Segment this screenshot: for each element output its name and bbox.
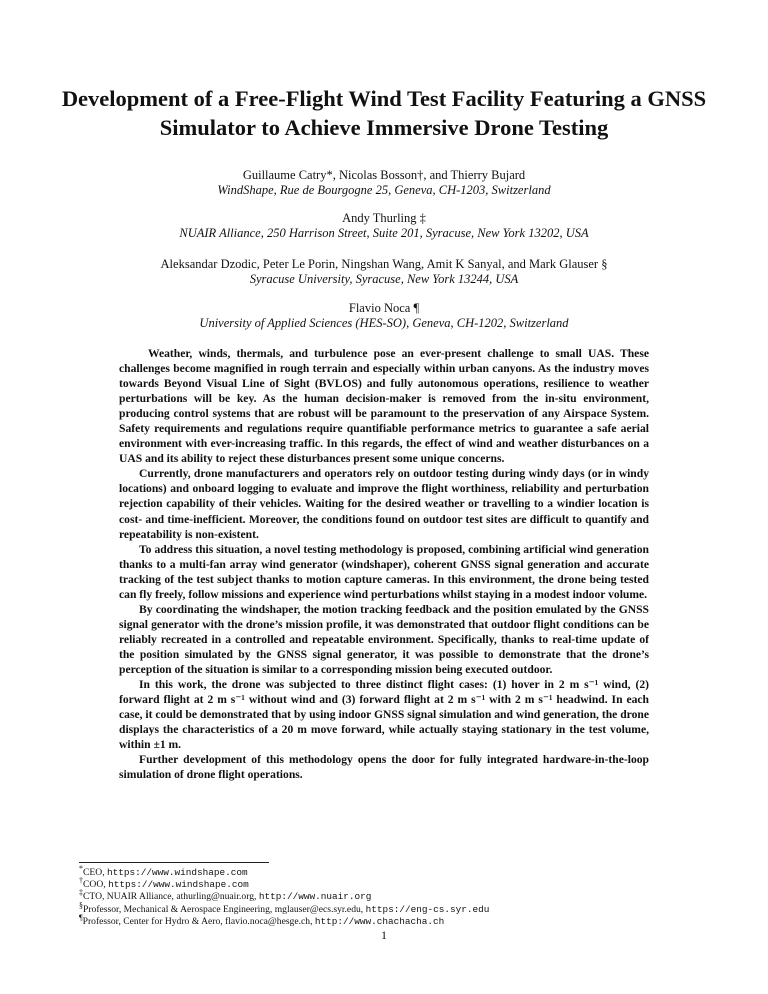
footnote-mark: † [79,876,83,886]
author-names: Andy Thurling ‡ [342,211,426,225]
footnote-text: CEO, [83,867,107,878]
author-names: Aleksandar Dzodic, Peter Le Porin, Ningshan Wang, Amit K Sanyal, and Mark Glauser § [160,257,608,271]
footnote-link[interactable]: http://www.chachacha.ch [314,915,445,927]
footnote-text: CTO, NUAIR Alliance, athurling@nuair.org, [83,891,259,903]
abstract [119,346,649,782]
abstract-paragraph: Further development of this methodology opens the door for fully integrated hardware-in-the-loop simulation of drone flight operations. [119,753,649,782]
author-block-4 [40,301,728,331]
author-names: Guillaume Catry*, Nicolas Bosson†, and Thierry Bujard [242,168,526,182]
footnote [79,900,719,916]
author-affiliation: NUAIR Alliance, 250 Harrison Street, Suite 201, Syracuse, New York 13202, USA [179,226,589,240]
author-block-1 [40,168,728,198]
abstract-paragraph: Currently, drone manufacturers and operators rely on outdoor testing during windy days (or in windy locations) and onboard logging to evaluate and improve the flight worthiness, reliability and perturbation rejection capability of their vehicles. Waiting for the desired weather or travelling to a windier location is cost- and time-inefficient. Moreover, the conditions found on outdoor test sites are difficult to quantify and repeatability is non-existent. [119,467,649,541]
footnote-link[interactable]: https://eng-cs.syr.edu [365,903,490,915]
footnote [79,863,719,879]
abstract-paragraph: By coordinating the windshaper, the motion tracking feedback and the position emulated by the GNSS signal generator with the drone’s mission profile, it was demonstrated that outdoor flight conditions can be reliably recreated in a controlled and repeatable environment. Specifically, thanks to real-time update of the position simulated by the GNSS signal generator, it was possible to demonstrate that the drone’s perception of the situation is similar to a corresponding mission being executed outdoor. [119,602,649,676]
footnote-link[interactable]: https://www.windshape.com [106,867,248,878]
author-block-2 [40,211,728,241]
footnote [79,876,719,891]
page-number: 1 [381,928,387,942]
footnote-mark: ‡ [79,888,83,898]
abstract-paragraph: In this work, the drone was subjected to three distinct flight cases: (1) hover in 2 m s⁻¹ wind, (2) forward flight at 2 m s⁻¹ without wind and (3) forward flight at 2 m s⁻¹ with 2 m s⁻¹ headwind. In each case, it could be demonstrated that by using indoor GNSS signal simulation and wind generation, the drone displays the characteristics of a 20 m move forward, while actually staying stationary in the test volume, within ±1 m. [119,678,649,752]
abstract-paragraph: Weather, winds, thermals, and turbulence pose an ever-present challenge to small UAS. These challenges become magnified in rough terrain and especially within urban canyons. As the industry moves towards Beyond Visual Line of Sight (BVLOS) and fully autonomous operations, resilience to weather perturbations will be key. As the human decision-maker is removed from the in-situ environment, producing control systems that are robust will be paramount to the preservation of any Airspace System. Safety requirements and regulations require quantifiable performance metrics to guarantee a safe aerial environment with ever-increasing traffic. In this regards, the effect of wind and weather disturbances on a UAS and its ability to reject these disturbances present some unique concerns. [119,347,649,466]
footnotes [79,863,719,928]
footnote-link[interactable]: http://www.nuair.org [258,891,372,903]
footnote [79,912,719,928]
footnote-mark: ¶ [79,912,83,922]
footnote-mark: § [79,900,83,910]
footnote-link[interactable]: https://www.windshape.com [108,879,249,891]
footnote-rule [79,862,269,863]
footnote [79,888,719,903]
paper-title: Development of a Free-Flight Wind Test Facility Featuring a GNSS Simulator to Achieve Immersive Drone Testing [61,86,707,140]
author-affiliation: WindShape, Rue de Bourgogne 25, Geneva, CH-1203, Switzerland [217,183,551,197]
abstract-paragraph: To address this situation, a novel testing methodology is proposed, combining artificial wind generation thanks to a multi-fan array wind generator (windshaper), coherent GNSS signal generation and accurate tracking of the test subject thanks to motion capture cameras. In this environment, the drone being tested can fly freely, follow missions and experience wind perturbations whilst staying in a modest indoor volume. [119,542,649,601]
author-block-3 [40,257,728,287]
footnote-mark: * [79,863,83,873]
author-names: Flavio Noca ¶ [348,301,420,315]
author-affiliation: University of Applied Sciences (HES-SO), Geneva, CH-1202, Switzerland [199,316,569,330]
footnote-text: COO, [83,879,109,891]
footnote-text: Professor, Center for Hydro & Aero, flavio.noca@hesge.ch, [82,915,315,927]
footnote-text: Professor, Mechanical & Aerospace Engineering, mglauser@ecs.syr.edu, [83,903,366,915]
author-affiliation: Syracuse University, Syracuse, New York 13244, USA [249,272,519,286]
